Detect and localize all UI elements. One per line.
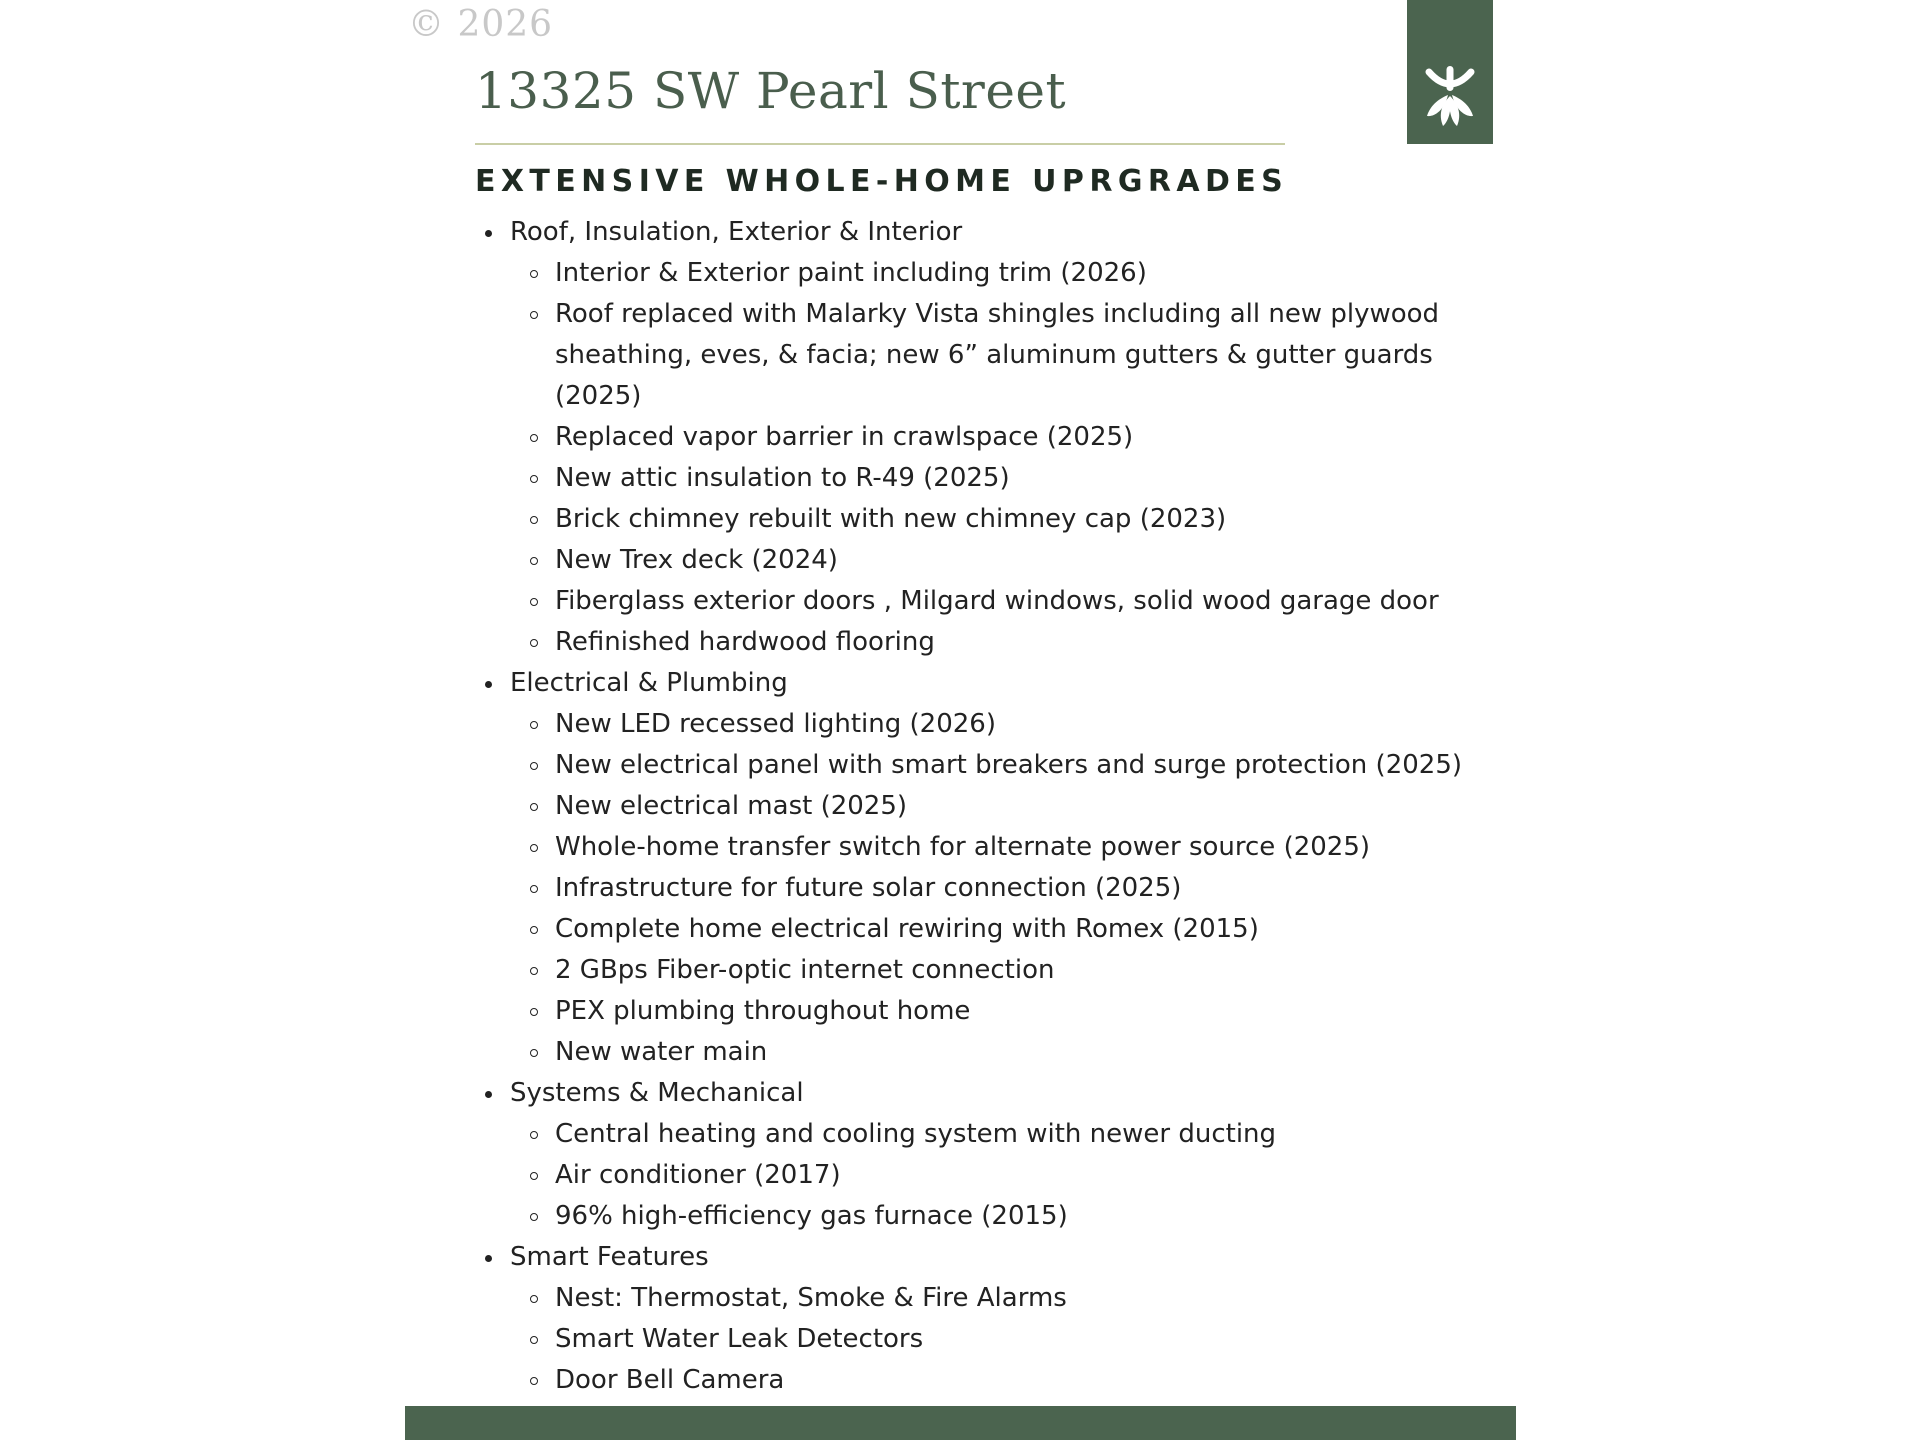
category-label: Smart Features — [510, 1242, 709, 1272]
title-divider — [475, 143, 1285, 145]
category-label: Electrical & Plumbing — [510, 668, 788, 698]
list-item: Central heating and cooling system with newer ducting — [510, 1114, 1475, 1155]
footer-bar — [405, 1406, 1516, 1440]
category-electrical-plumbing — [475, 663, 1475, 1073]
list-item: Whole-home transfer switch for alternate power source (2025) — [510, 827, 1475, 868]
list-item: Refinished hardwood flooring — [510, 622, 1475, 663]
list-item: Fiberglass exterior doors , Milgard windows, solid wood garage door — [510, 581, 1475, 622]
category-items — [510, 253, 1475, 663]
list-item: Roof replaced with Malarky Vista shingles including all new plywood sheathing, eves, & facia; new 6” aluminum gutters & gutter guards (2025) — [510, 294, 1475, 417]
copyright-watermark: © 2026 — [408, 4, 554, 45]
list-item: Replaced vapor barrier in crawlspace (2025) — [510, 417, 1475, 458]
list-item: Door Bell Camera — [510, 1360, 1475, 1401]
category-label: Roof, Insulation, Exterior & Interior — [510, 217, 963, 247]
upgrades-list — [475, 212, 1475, 1440]
list-item: New water main — [510, 1032, 1475, 1073]
list-item: New attic insulation to R-49 (2025) — [510, 458, 1475, 499]
list-item: New Trex deck (2024) — [510, 540, 1475, 581]
stylized-leaf-logo-icon — [1407, 0, 1493, 144]
section-heading: EXTENSIVE WHOLE-HOME UPRGRADES — [475, 164, 1289, 199]
category-items — [510, 704, 1475, 1073]
category-roof-insulation — [475, 212, 1475, 663]
list-item: Brick chimney rebuilt with new chimney cap (2023) — [510, 499, 1475, 540]
list-item: 2 GBps Fiber-optic internet connection — [510, 950, 1475, 991]
list-item: New electrical panel with smart breakers and surge protection (2025) — [510, 745, 1475, 786]
list-item: New electrical mast (2025) — [510, 786, 1475, 827]
list-item: Smart Water Leak Detectors — [510, 1319, 1475, 1360]
list-item: PEX plumbing throughout home — [510, 991, 1475, 1032]
list-item: 96% high-efficiency gas furnace (2015) — [510, 1196, 1475, 1237]
list-item: Infrastructure for future solar connection (2025) — [510, 868, 1475, 909]
list-item: Interior & Exterior paint including trim (2026) — [510, 253, 1475, 294]
brand-logo — [1407, 0, 1493, 144]
category-systems-mechanical — [475, 1073, 1475, 1237]
list-item: Air conditioner (2017) — [510, 1155, 1475, 1196]
list-item: Nest: Thermostat, Smoke & Fire Alarms — [510, 1278, 1475, 1319]
list-item: New LED recessed lighting (2026) — [510, 704, 1475, 745]
category-items — [510, 1114, 1475, 1237]
category-label: Systems & Mechanical — [510, 1078, 804, 1108]
list-item: Complete home electrical rewiring with Romex (2015) — [510, 909, 1475, 950]
page-title: 13325 SW Pearl Street — [475, 62, 1067, 120]
